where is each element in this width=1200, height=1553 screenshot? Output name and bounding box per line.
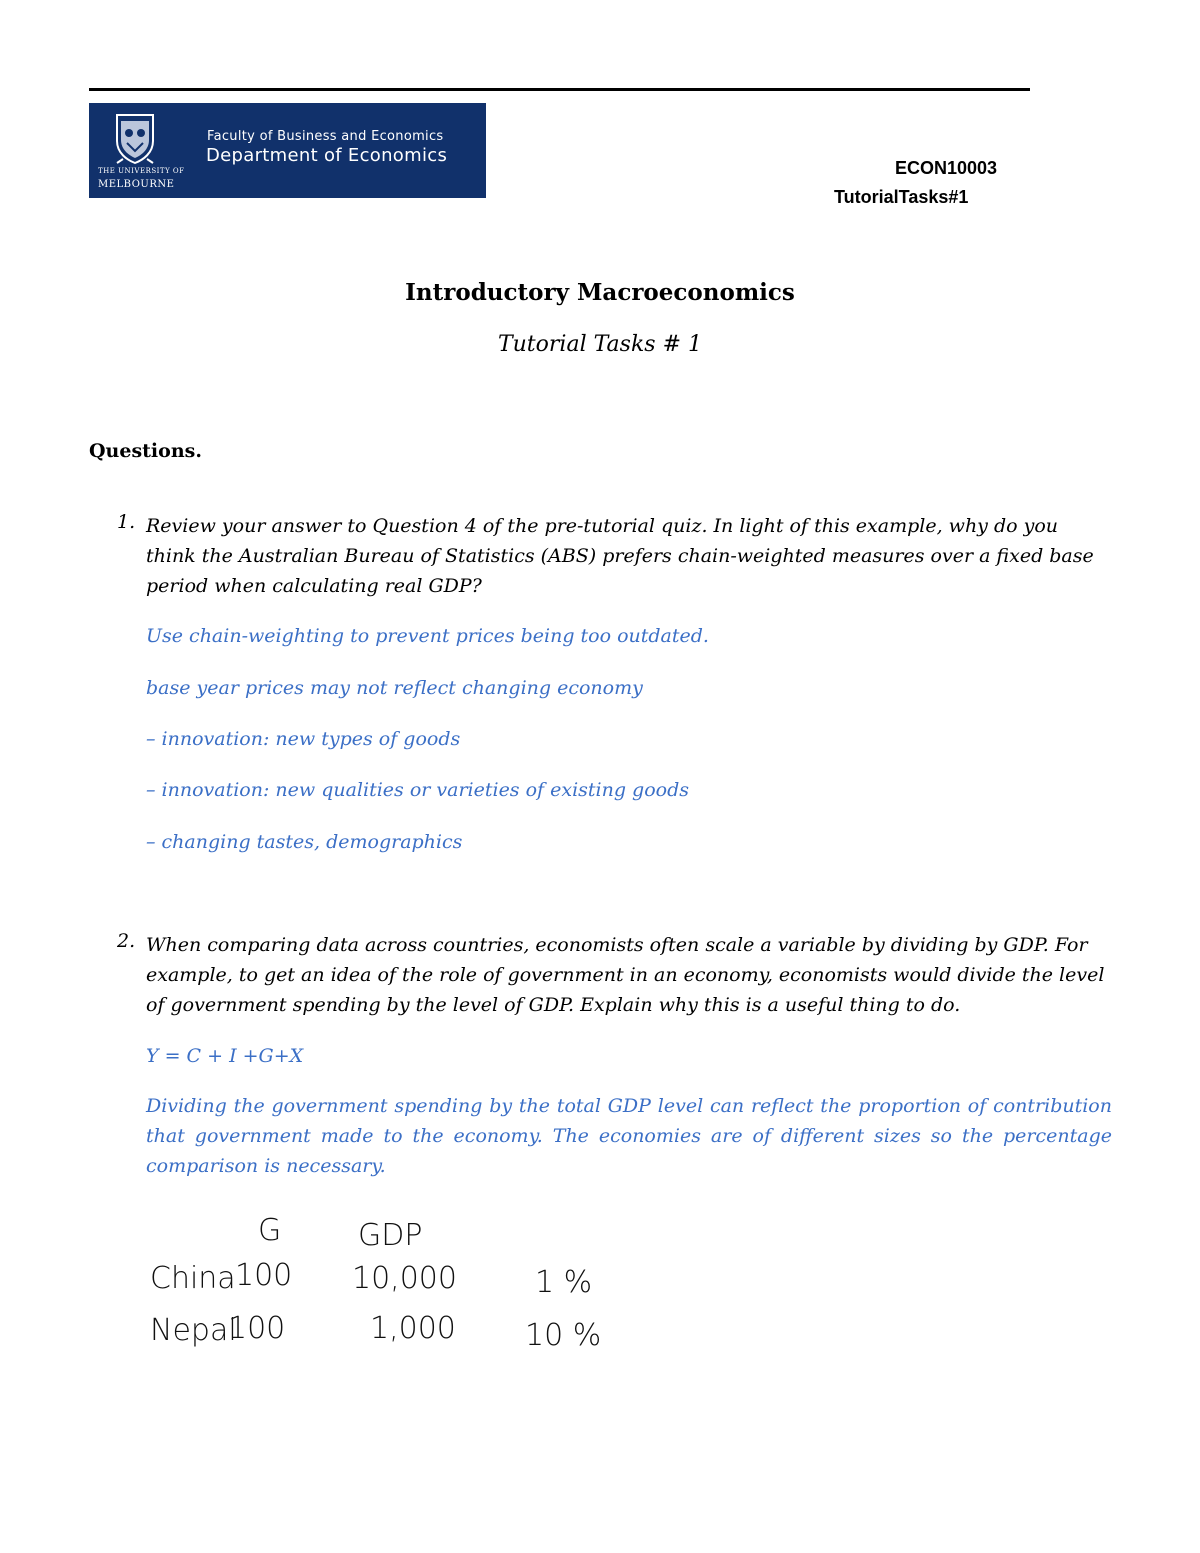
hw-row1-gdp: 10,000 — [352, 1261, 457, 1296]
university-name-line1: THE UNIVERSITY OF — [98, 167, 185, 175]
question-1-number: 1. — [117, 511, 136, 533]
hw-header-gdp: GDP — [358, 1218, 423, 1253]
university-logo — [89, 103, 486, 198]
faculty-name: Faculty of Business and Economics — [207, 129, 444, 144]
course-code: ECON10003 — [895, 158, 998, 178]
hw-row2-gdp: 1,000 — [370, 1311, 456, 1346]
page-title: Introductory Macroeconomics — [405, 279, 795, 306]
hw-row2-country: Nepal — [150, 1313, 237, 1348]
hw-row2-pct: 10 % — [525, 1318, 602, 1353]
handwritten-gdp-table — [140, 1200, 620, 1370]
hw-header-g: G — [258, 1213, 282, 1248]
question-1-answer-4: – innovation: new qualities or varieties of existing goods — [146, 779, 690, 801]
department-name: Department of Economics — [206, 145, 448, 166]
hw-row1-pct: 1 % — [535, 1265, 593, 1300]
question-1-answer-5: – changing tastes, demographics — [146, 831, 463, 853]
university-crest-icon — [113, 113, 157, 165]
question-1-answer-3: – innovation: new types of goods — [146, 728, 461, 750]
question-1-text: Review your answer to Question 4 of the pre-tutorial quiz. In light of this example, why do you think the Australian Bureau of Statistics (ABS) prefers chain-weighted measures over a fixed base period when calculating real GDP? — [146, 515, 1094, 597]
question-2-text: When comparing data across countries, economists often scale a variable by dividing by GDP. For example, to get an idea of the role of government in an economy, economists would divide the level of government spending by the level of GDP. Explain why this is a useful thing to do. — [146, 934, 1105, 1016]
page-subtitle: Tutorial Tasks # 1 — [497, 332, 703, 357]
question-1-answer-2: base year prices may not reflect changing economy — [146, 677, 643, 699]
questions-heading: Questions. — [89, 440, 202, 462]
hw-row1-g: 100 — [235, 1258, 293, 1293]
hw-row2-g: 100 — [228, 1311, 286, 1346]
question-2-number: 2. — [117, 930, 136, 952]
hw-row1-country: China — [150, 1261, 236, 1296]
top-rule — [89, 88, 1030, 91]
question-2-answer-1: Y = C + I +G+X — [146, 1045, 304, 1067]
question-1-answer-1: Use chain-weighting to prevent prices being too outdated. — [146, 625, 709, 647]
university-name-line2: MELBOURNE — [98, 179, 175, 190]
tutorial-tasks-code: TutorialTasks#1 — [834, 187, 969, 207]
question-2-answer-2: Dividing the government spending by the total GDP level can reflect the proportion of contribution that government made to the economy. The economies are of different sizes so the percentage comparison is necessary. — [146, 1095, 1112, 1177]
